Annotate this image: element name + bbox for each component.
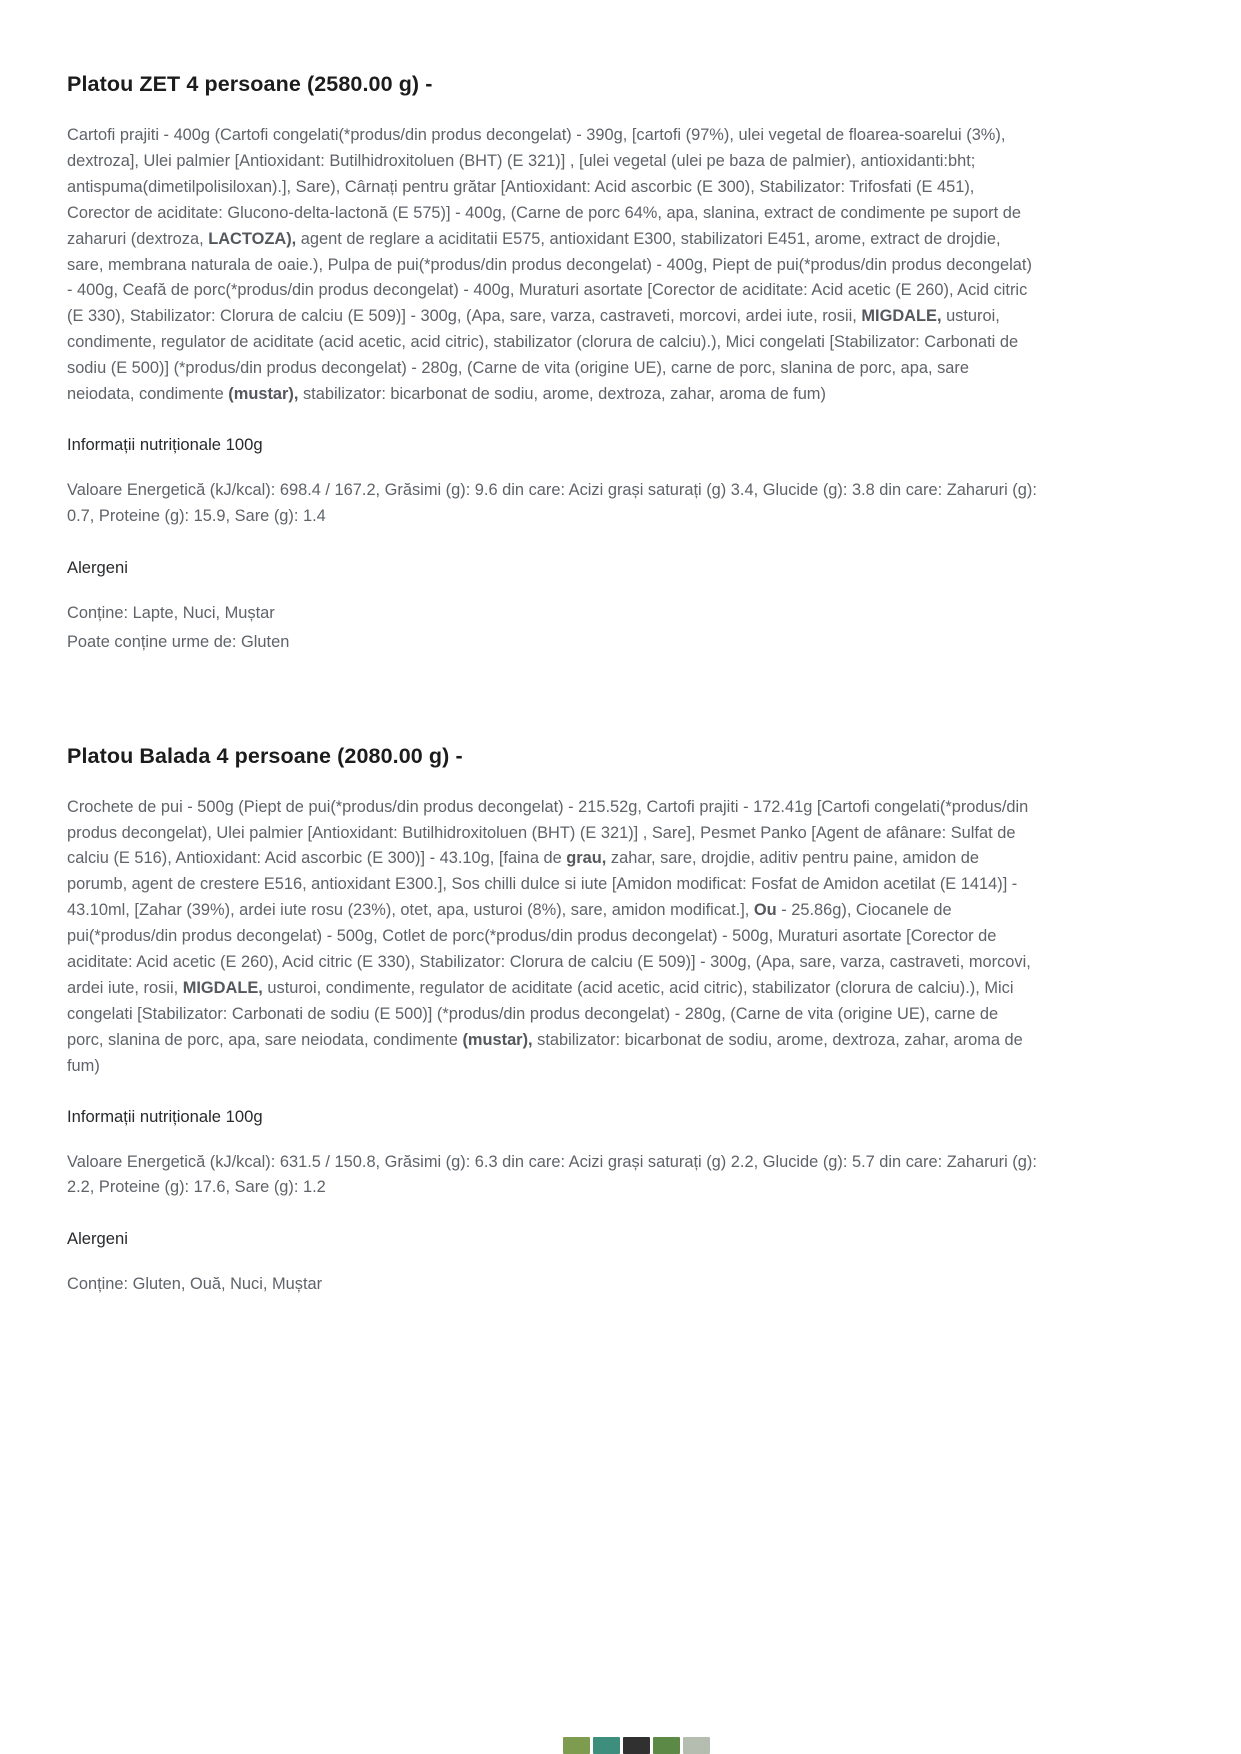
footer-thumbnail [593, 1737, 620, 1754]
nutrition-values: Valoare Energetică (kJ/kcal): 631.5 / 150.8, Grăsimi (g): 6.3 din care: Acizi grași saturați (g) 2.2, Glucide (g): 5.7 din care: Zaharuri (g): 2.2, Proteine (g): 17.6, Sare (g): 1.2 [67, 1152, 1037, 1197]
allergen-traces: Poate conține urme de: Gluten [67, 632, 290, 651]
product-section-balada [67, 744, 1037, 1299]
footer-thumbnails [563, 1737, 710, 1754]
nutrition-values: Valoare Energetică (kJ/kcal): 698.4 / 167.2, Grăsimi (g): 9.6 din care: Acizi grași saturați (g) 3.4, Glucide (g): 3.8 din care: Zaharuri (g): 0.7, Proteine (g): 15.9, Sare (g): 1.4 [67, 480, 1037, 525]
page-title: Platou ZET 4 persoane (2580.00 g) - [67, 72, 433, 96]
allergens-heading: Alergeni [67, 1229, 128, 1249]
allergens-heading: Alergeni [67, 557, 128, 577]
footer-thumbnail [563, 1737, 590, 1754]
nutrition-heading: Informații nutriționale 100g [67, 1106, 263, 1126]
ingredients-paragraph: Crochete de pui - 500g (Piept de pui(*produs/din produs decongelat) - 215.52g, Cartofi prajiti - 172.41g [Cartofi congelati(*produs/din produs decongelat), Ulei palmier [Antioxidant: Butilhidroxitoluen (BHT) (E 321)] , Sare], Pesmet Panko [Agent de afânare: Sulfat de calciu (E 516), Antioxidant: Acid ascorbic (E 300)] - 43.10g, [faina de grau, zahar, sare, drojdie, aditiv pentru paine, amidon de porumb, agent de crestere E516, antioxidant E300.], Sos chilli dulce si iute [Amidon modificat: Fosfat de Amidon acetilat (E 1414)] - 43.10ml, [Zahar (39%), ardei iute rosu (23%), otet, apa, usturoi (8%), sare, amidon modificat.], Ou - 25.86g), Ciocanele de pui(*produs/din produs decongelat) - 500g, Cotlet de porc(*produs/din produs decongelat) - 500g, Muraturi asortate [Corector de aciditate: Acid acetic (E 260), Acid citric (E 330), Stabilizator: Clorura de calciu (E 509)] - 300g, (Apa, sare, varza, castraveti, morcovi, ardei iute, rosii, MIGDALE, usturoi, condimente, regulator de aciditate (acid acetic, acid citric), stabilizator (clorura de calciu).), Mici congelati [Stabilizator: Carbonati de sodiu (E 500)] (*produs/din produs decongelat) - 280g, (Carne de vita (origine UE), carne de porc, slanina de porc, apa, sare neiodata, condimente (mustar), stabilizator: bicarbonat de sodiu, arome, dextroza, zahar, aroma de fum) [67, 797, 1031, 1075]
allergen-contains: Conține: Gluten, Ouă, Nuci, Muștar [67, 1275, 323, 1294]
product-section-zet [67, 72, 1037, 656]
footer-thumbnail [653, 1737, 680, 1754]
footer-thumbnail [683, 1737, 710, 1754]
page-title: Platou Balada 4 persoane (2080.00 g) - [67, 743, 463, 768]
allergen-contains: Conține: Lapte, Nuci, Muștar [67, 603, 275, 622]
ingredients-paragraph: Cartofi prajiti - 400g (Cartofi congelati(*produs/din produs decongelat) - 390g, [cartofi (97%), ulei vegetal de floarea-soarelui (3%), dextroza], Ulei palmier [Antioxidant: Butilhidroxitoluen (BHT) (E 321)] , [ulei vegetal (ulei pe baza de palmier), antioxidanti:bht; antispuma(dimetilpolisiloxan).], Sare), Cârnați pentru grătar [Antioxidant: Acid ascorbic (E 300), Stabilizator: Trifosfati (E 451), Corector de aciditate: Glucono-delta-lactonă (E 575)] - 400g, (Carne de porc 64%, apa, slanina, extract de condimente pe suport de zaharuri (dextroza, LACTOZA), agent de reglare a aciditatii E575, antioxidant E300, stabilizatori E451, arome, extract de drojdie, sare, membrana naturala de oaie.), Pulpa de pui(*produs/din produs decongelat) - 400g, Piept de pui(*produs/din produs decongelat) - 400g, Ceafă de porc(*produs/din produs decongelat) - 400g, Muraturi asortate [Corector de aciditate: Acid acetic (E 260), Acid citric (E 330), Stabilizator: Clorura de calciu (E 509)] - 300g, (Apa, sare, varza, castraveti, morcovi, ardei iute, rosii, MIGDALE, usturoi, condimente, regulator de aciditate (acid acetic, acid citric), stabilizator (clorura de calciu).), Mici congelati [Stabilizator: Carbonati de sodiu (E 500)] (*produs/din produs decongelat) - 280g, (Carne de vita (origine UE), carne de porc, slanina de porc, apa, sare neiodata, condimente (mustar), stabilizator: bicarbonat de sodiu, arome, dextroza, zahar, aroma de fum) [67, 126, 1032, 404]
nutrition-heading: Informații nutriționale 100g [67, 434, 263, 454]
footer-thumbnail [623, 1737, 650, 1754]
